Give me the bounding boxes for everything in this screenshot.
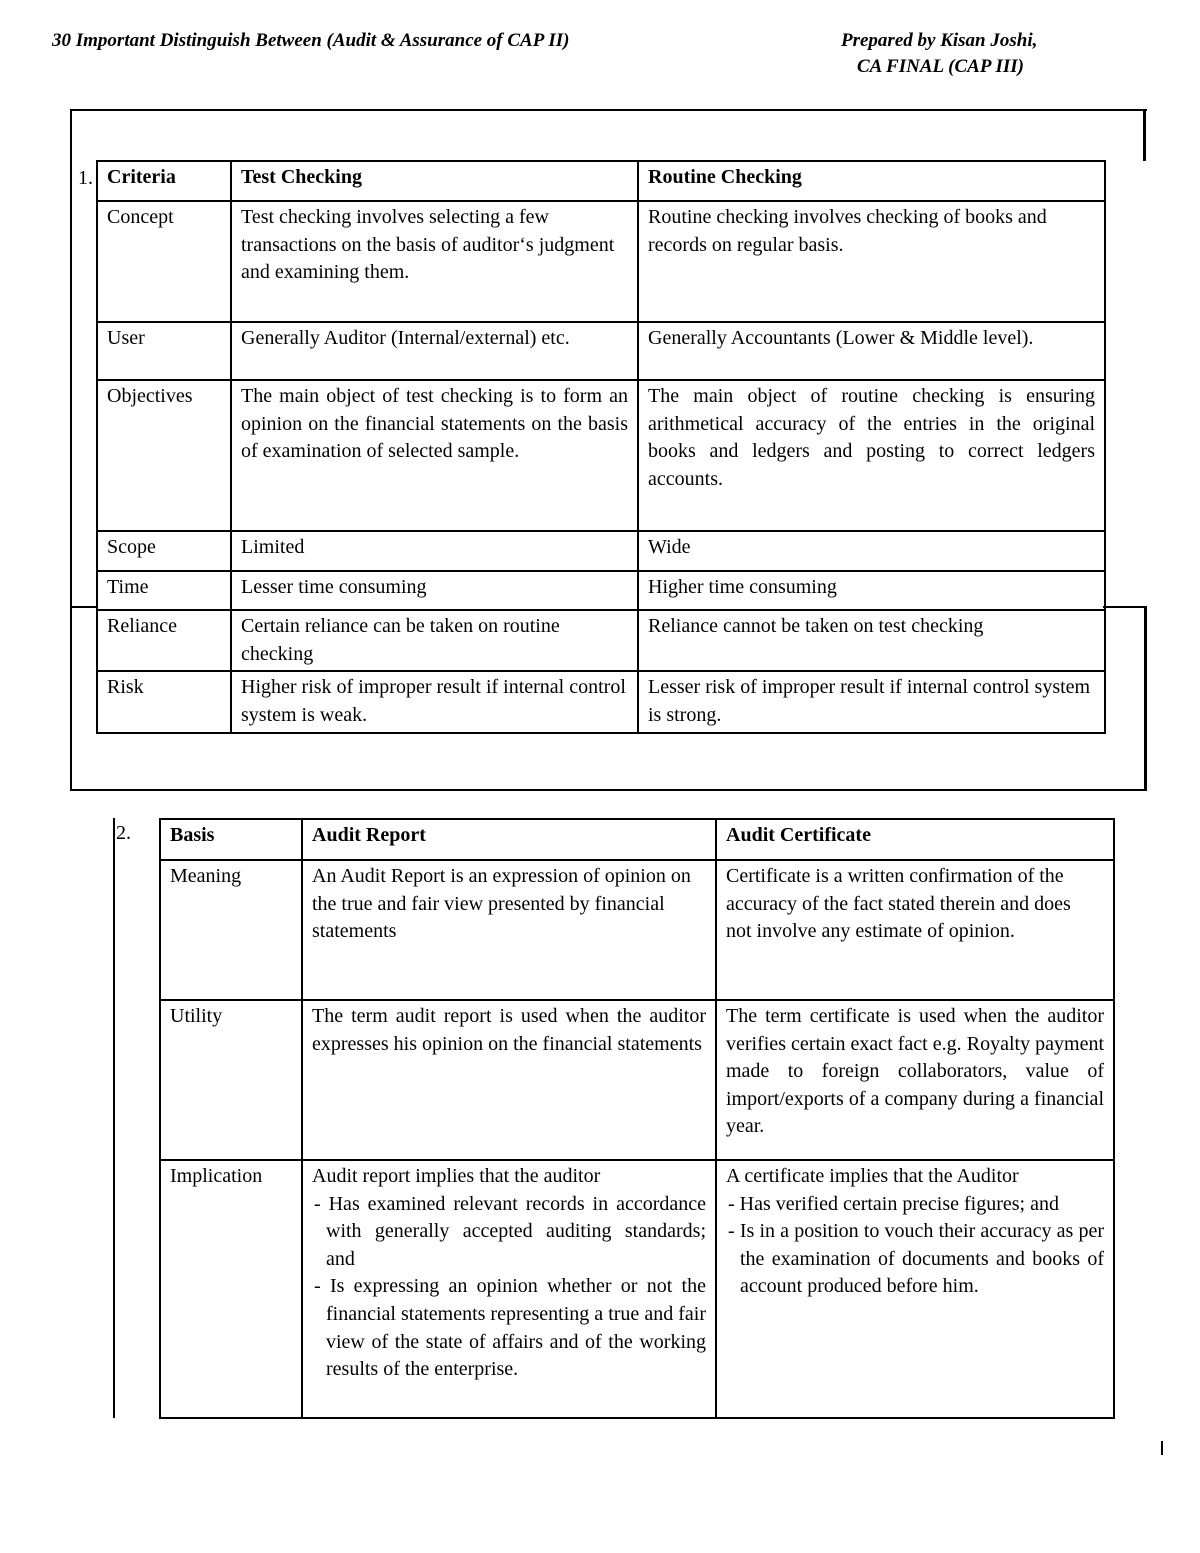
routine-cell: Higher time consuming <box>638 571 1105 610</box>
header-audit-report: Audit Report <box>302 819 716 860</box>
routine-cell: Routine checking involves checking of books and records on regular basis. <box>638 201 1105 322</box>
routine-cell: The main object of routine checking is ensuring arithmetical accuracy of the entries in the original books and ledgers and posting to correct ledgers accounts. <box>638 380 1105 531</box>
implication-intro: Audit report implies that the auditor <box>312 1165 601 1187</box>
test-vs-routine-table <box>96 160 1106 734</box>
table-header-row <box>160 819 1114 860</box>
author-line: Prepared by Kisan Joshi, <box>841 30 1038 51</box>
test-cell: Higher risk of improper result if internal control system is weak. <box>231 671 638 733</box>
criteria-cell: Reliance <box>97 610 231 671</box>
criteria-cell: Objectives <box>97 380 231 531</box>
criteria-cell: Concept <box>97 201 231 322</box>
table-row <box>160 1160 1114 1418</box>
frame-right-edge <box>1144 606 1147 791</box>
document-title: 30 Important Distinguish Between (Audit & Assurance of CAP II) <box>52 30 570 51</box>
criteria-cell: Time <box>97 571 231 610</box>
table-row <box>97 322 1105 380</box>
test-cell: Test checking involves selecting a few transactions on the basis of auditor‘s judgment and examining them. <box>231 201 638 322</box>
page-mark <box>1161 1441 1163 1455</box>
basis-cell: Utility <box>160 1000 302 1160</box>
routine-cell: Generally Accountants (Lower & Middle level). <box>638 322 1105 380</box>
frame-divider-right <box>1103 606 1146 608</box>
table-row <box>160 1000 1114 1160</box>
routine-cell: Lesser risk of improper result if internal control system is strong. <box>638 671 1105 733</box>
test-cell: Lesser time consuming <box>231 571 638 610</box>
implication-point: - Is expressing an opinion whether or not the financial statements representing a true and fair view of the state of affairs and of the working results of the enterprise. <box>314 1275 706 1381</box>
basis-cell: Implication <box>160 1160 302 1418</box>
certificate-cell <box>716 1160 1114 1418</box>
table-header-row <box>97 161 1105 201</box>
table2-number: 2. <box>116 822 131 844</box>
certificate-cell <box>716 860 1114 1000</box>
frame-divider-left <box>70 606 97 608</box>
implication-intro: A certificate implies that the Auditor <box>726 1165 1019 1187</box>
frame-tick <box>1143 109 1146 161</box>
certificate-cell: The term certificate is used when the auditor verifies certain exact fact e.g. Royalty payment made to foreign collaborators, value of import/exports of a company during a financial year. <box>716 1000 1114 1160</box>
table-row <box>97 531 1105 571</box>
report-vs-certificate-table <box>159 818 1115 1419</box>
header-basis: Basis <box>160 819 302 860</box>
course-line: CA FINAL (CAP III) <box>857 56 1024 77</box>
test-cell: The main object of test checking is to form an opinion on the financial statements on the basis of examination of selected sample. <box>231 380 638 531</box>
header-criteria: Criteria <box>97 161 231 201</box>
routine-cell: Wide <box>638 531 1105 571</box>
certificate-line: Certificate is a written confirmation of the accuracy of the fact stated therein and does <box>726 865 1071 915</box>
report-cell: The term audit report is used when the auditor expresses his opinion on the financial statements <box>302 1000 716 1160</box>
table1-number: 1. <box>78 167 93 189</box>
table-row <box>97 571 1105 610</box>
implication-point: - Is in a position to vouch their accuracy as per the examination of documents and books of account produced before him. <box>728 1220 1104 1298</box>
basis-cell: Meaning <box>160 860 302 1000</box>
criteria-cell: User <box>97 322 231 380</box>
routine-cell: Reliance cannot be taken on test checking <box>638 610 1105 671</box>
test-cell: Limited <box>231 531 638 571</box>
report-cell: An Audit Report is an expression of opinion on the true and fair view presented by financial statements <box>302 860 716 1000</box>
criteria-cell: Scope <box>97 531 231 571</box>
header-test-checking: Test Checking <box>231 161 638 201</box>
implication-point: - Has examined relevant records in accordance with generally accepted auditing standards; and <box>314 1192 706 1270</box>
header-routine-checking: Routine Checking <box>638 161 1105 201</box>
test-cell: Generally Auditor (Internal/external) etc. <box>231 322 638 380</box>
table-row <box>97 671 1105 733</box>
test-cell: Certain reliance can be taken on routine checking <box>231 610 638 671</box>
table-row <box>97 380 1105 531</box>
table-row <box>97 201 1105 322</box>
implication-point: - Has verified certain precise figures; and <box>728 1192 1059 1215</box>
criteria-cell: Risk <box>97 671 231 733</box>
table2-left-bar <box>113 818 115 1418</box>
certificate-line: not involve any estimate of opinion. <box>726 920 1015 943</box>
report-cell <box>302 1160 716 1418</box>
table-row <box>97 610 1105 671</box>
header-audit-certificate: Audit Certificate <box>716 819 1114 860</box>
table-row <box>160 860 1114 1000</box>
